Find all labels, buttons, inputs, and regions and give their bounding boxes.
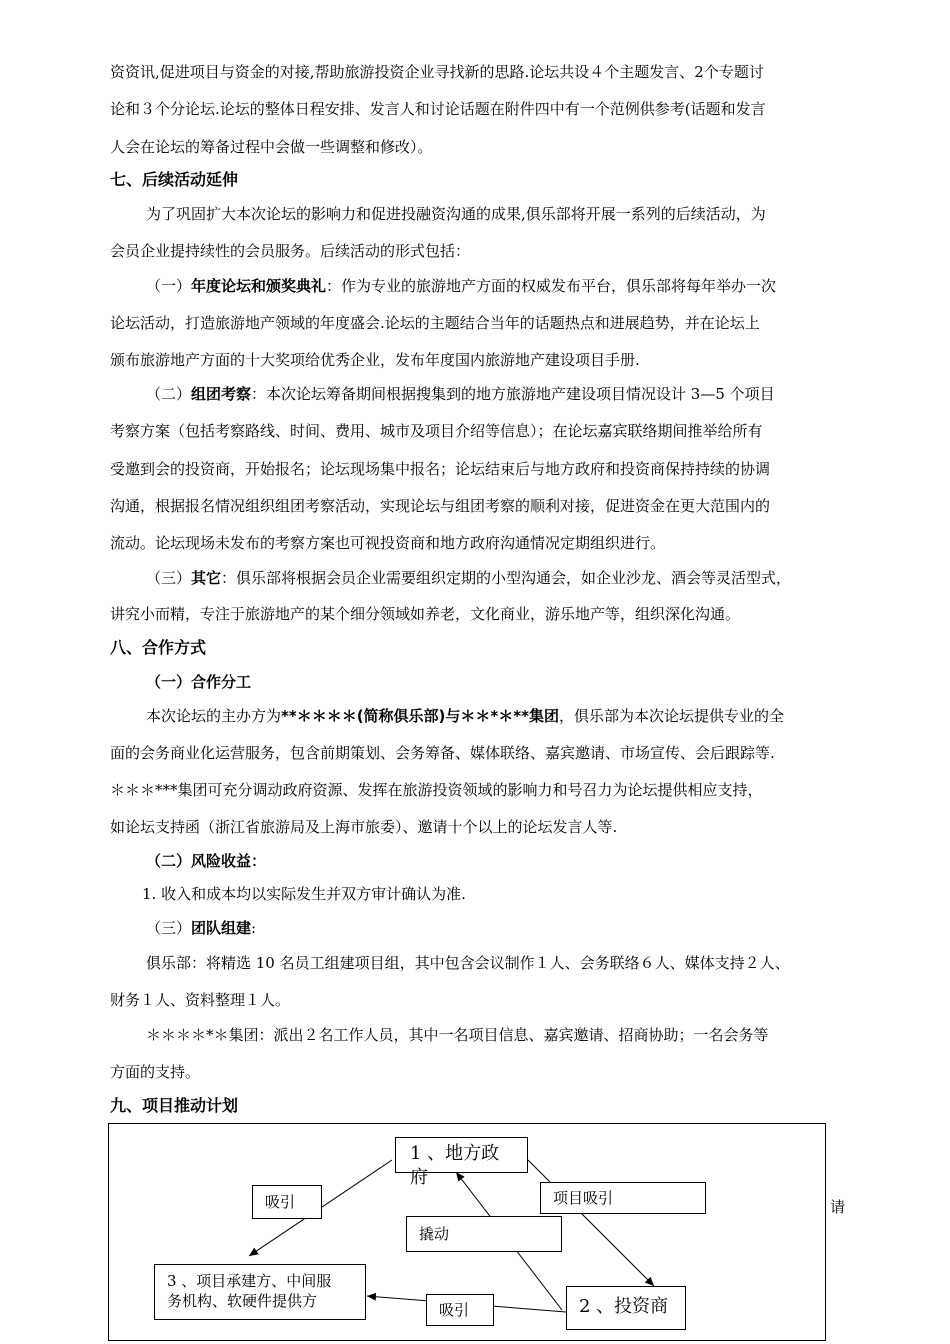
item-other: （三）其它：俱乐部将根据会员企业需要组织定期的小型沟通会，如企业沙龙、酒会等灵活型式， bbox=[146, 569, 792, 587]
section-7-intro: 为了巩固扩大本次论坛的影响力和促进投融资沟通的成果,俱乐部将开展一系列的后续活动，为 bbox=[146, 205, 766, 223]
para-line: 论和３个分论坛.论坛的整体日程安排、发言人和讨论话题在附件四中有一个范例供参考(话题和发言 bbox=[110, 100, 766, 118]
para-line: 资资讯,促进项目与资金的对接,帮助旅游投资企业寻找新的思路.论坛共设４个主题发言、2个专题讨 bbox=[110, 63, 764, 81]
item-group-tour-cont: 受邀到会的投资商，开始报名；论坛现场集中报名；论坛结束后与地方政府和投资商保持持续的协调 bbox=[110, 460, 771, 478]
label-leverage: 撬动 bbox=[406, 1216, 562, 1252]
node-investor: 2 、投资商 bbox=[566, 1286, 686, 1330]
subsection-risk: （二）风险收益： bbox=[146, 852, 267, 870]
node-provider-line: 3 、项目承建方、中间服 bbox=[167, 1272, 332, 1290]
team-group-cont: 方面的支持。 bbox=[110, 1063, 201, 1081]
team-club-cont: 财务１人、资料整理１人。 bbox=[110, 991, 291, 1009]
item-group-tour: （二）组团考察：本次论坛筹备期间根据搜集到的地方旅游地产建设项目情况设计 3—5 个项目 bbox=[146, 385, 775, 403]
label-attract-bottom: 吸引 bbox=[426, 1294, 494, 1326]
label-attract-left: 吸引 bbox=[252, 1185, 322, 1219]
item-annual-forum: （一）年度论坛和颁奖典礼：作为专业的旅游地产方面的权威发布平台，俱乐部将每年举办一次 bbox=[146, 277, 777, 295]
section-9-title: 九、项目推动计划 bbox=[110, 1096, 239, 1115]
para-line: 人会在论坛的筹备过程中会做一些调整和修改）。 bbox=[110, 138, 433, 156]
subsection-cooperation: （一）合作分工 bbox=[146, 673, 252, 691]
item-other-cont: 讲究小而精，专注于旅游地产的某个细分领域如养老，文化商业，游乐地产等，组织深化沟通。 bbox=[110, 605, 741, 623]
risk-item: 1. 收入和成本均以实际发生并双方审计确认为准. bbox=[142, 885, 466, 903]
subsection-team: （三）团队组建: bbox=[146, 919, 257, 937]
item-group-tour-cont: 沟通，根据报名情况组织组团考察活动，实现论坛与组团考察的顺利对接，促进资金在更大范围内的 bbox=[110, 497, 771, 515]
item-annual-forum-cont: 论坛活动，打造旅游地产领域的年度盛会.论坛的主题结合当年的话题热点和进展趋势，并在论坛上 bbox=[110, 314, 760, 332]
item-annual-forum-cont: 颁布旅游地产方面的十大奖项给优秀企业，发布年度国内旅游地产建设项目手册. bbox=[110, 351, 640, 369]
node-local-government: 1 、地方政府 bbox=[395, 1137, 528, 1173]
node-provider bbox=[154, 1264, 366, 1320]
cooperation-para-cont: ＊＊＊***集团可充分调动政府资源、发挥在旅游投资领域的影响力和号召力为论坛提供相应支持， bbox=[110, 781, 763, 799]
section-7-title: 七、后续活动延伸 bbox=[110, 170, 239, 189]
cooperation-para-cont: 面的会务商业化运营服务，包含前期策划、会务筹备、媒体联络、嘉宾邀请、市场宣传、会后跟踪等. bbox=[110, 744, 775, 762]
cooperation-para-cont: 如论坛支持函（浙江省旅游局及上海市旅委）、邀请十个以上的论坛发言人等. bbox=[110, 818, 618, 836]
section-8-title: 八、合作方式 bbox=[110, 638, 207, 657]
item-group-tour-cont: 考察方案（包括考察路线、时间、费用、城市及项目介绍等信息）；在论坛嘉宾联络期间推举给所有 bbox=[110, 422, 763, 440]
team-group: ＊＊＊＊*＊集团：派出２名工作人员，其中一名项目信息、嘉宾邀请、招商协助；一名会务等 bbox=[146, 1026, 769, 1044]
section-7-intro: 会员企业提持续性的会员服务。后续活动的形式包括： bbox=[110, 242, 471, 260]
item-group-tour-cont: 流动。论坛现场未发布的考察方案也可视投资商和地方政府沟通情况定期组织进行。 bbox=[110, 534, 666, 552]
team-club: 俱乐部：将精选 10 名员工组建项目组，其中包含会议制作１人、会务联络６人、媒体支持２人、 bbox=[146, 954, 790, 972]
node-provider-line: 务机构、软硬件提供方 bbox=[167, 1292, 318, 1310]
cooperation-para: 本次论坛的主办方为**＊＊＊＊(简称俱乐部)与＊＊*＊**集团，俱乐部为本次论坛提供专业的全 bbox=[146, 707, 784, 725]
label-project-attract: 项目吸引 bbox=[540, 1182, 706, 1214]
side-text: 请 bbox=[830, 1198, 846, 1216]
